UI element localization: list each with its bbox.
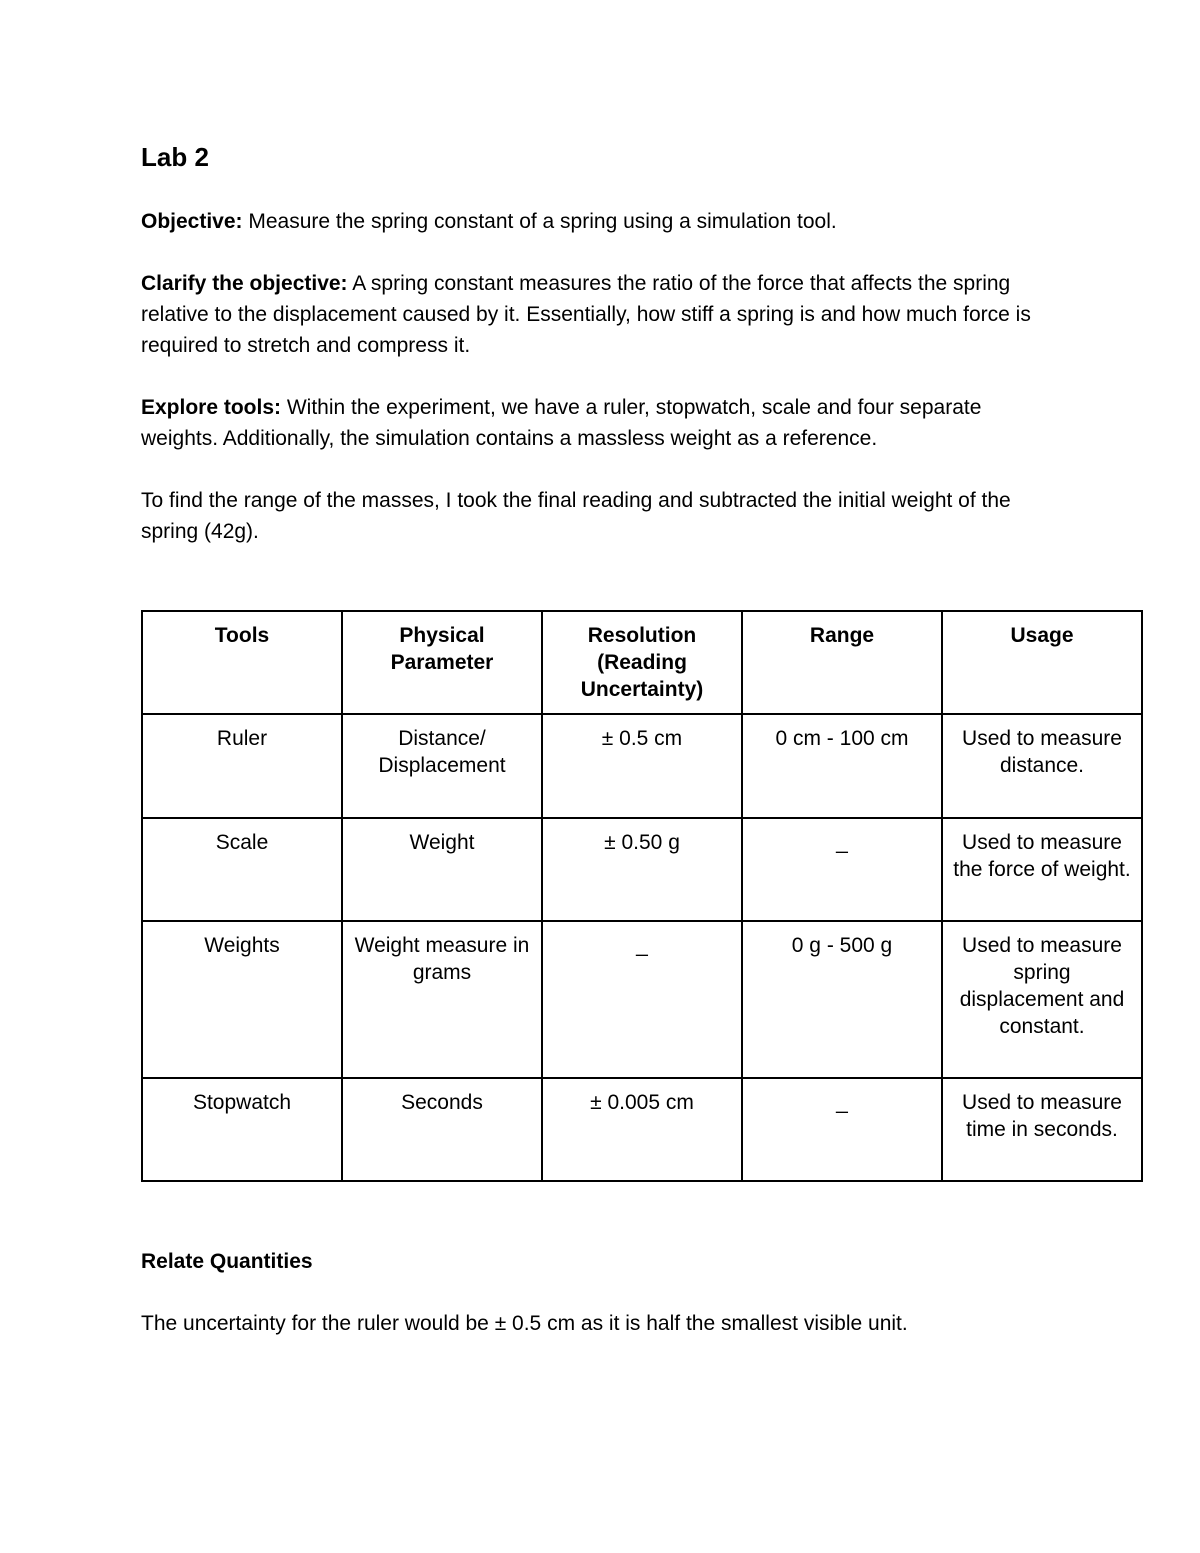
table-cell: Used to measure the force of weight. xyxy=(942,818,1142,921)
table-cell: _ xyxy=(542,921,742,1078)
table-cell: _ xyxy=(742,1078,942,1181)
table-cell: ± 0.005 cm xyxy=(542,1078,742,1181)
clarify-paragraph xyxy=(141,268,1056,361)
document-page xyxy=(141,140,1131,1339)
table-cell: Weights xyxy=(142,921,342,1078)
explore-label: Explore tools: xyxy=(141,396,282,419)
table-cell: Stopwatch xyxy=(142,1078,342,1181)
table-cell: _ xyxy=(742,818,942,921)
table-cell: 0 cm - 100 cm xyxy=(742,714,942,818)
page-title: Lab 2 xyxy=(141,142,209,172)
header-range: Range xyxy=(742,611,942,714)
clarify-text: A spring constant measures the ratio of the force that affects the spring relative to the displacement caused by it. Essentially, how stiff a spring is and how much force is required to stretch and compress it. xyxy=(141,272,1031,357)
explore-paragraph xyxy=(141,392,1056,454)
table-row xyxy=(142,714,1142,818)
tools-table xyxy=(141,610,1143,1182)
table-row xyxy=(142,1078,1142,1181)
objective-paragraph xyxy=(141,206,1056,237)
clarify-label: Clarify the objective: xyxy=(141,272,348,295)
objective-label: Objective: xyxy=(141,210,243,233)
header-usage: Usage xyxy=(942,611,1142,714)
table-row xyxy=(142,921,1142,1078)
objective-text: Measure the spring constant of a spring using a simulation tool. xyxy=(242,210,837,233)
table-cell: Weight measure in grams xyxy=(342,921,542,1078)
table-header-row xyxy=(142,611,1142,714)
table-cell: Seconds xyxy=(342,1078,542,1181)
relate-paragraph: The uncertainty for the ruler would be ± 0.5 cm as it is half the smallest visible unit. xyxy=(141,1312,908,1335)
table-cell: Weight xyxy=(342,818,542,921)
table-cell: ± 0.5 cm xyxy=(542,714,742,818)
table-cell: Used to measure distance. xyxy=(942,714,1142,818)
table-row xyxy=(142,818,1142,921)
explore-text: Within the experiment, we have a ruler, stopwatch, scale and four separate weights. Additionally, the simulation contains a massless weight as a reference. xyxy=(141,396,982,450)
relate-quantities-heading: Relate Quantities xyxy=(141,1250,313,1273)
table-cell: Distance/ Displacement xyxy=(342,714,542,818)
table-cell: Used to measure time in seconds. xyxy=(942,1078,1142,1181)
range-note-paragraph: To find the range of the masses, I took the final reading and subtracted the initial weight of the spring (42g). xyxy=(141,489,1011,543)
table-cell: 0 g - 500 g xyxy=(742,921,942,1078)
table-cell: Scale xyxy=(142,818,342,921)
header-resolution: Resolution (Reading Uncertainty) xyxy=(542,611,742,714)
table-cell: ± 0.50 g xyxy=(542,818,742,921)
header-physical-parameter: Physical Parameter xyxy=(342,611,542,714)
table-cell: Used to measure spring displacement and constant. xyxy=(942,921,1142,1078)
header-tools: Tools xyxy=(142,611,342,714)
table-cell: Ruler xyxy=(142,714,342,818)
